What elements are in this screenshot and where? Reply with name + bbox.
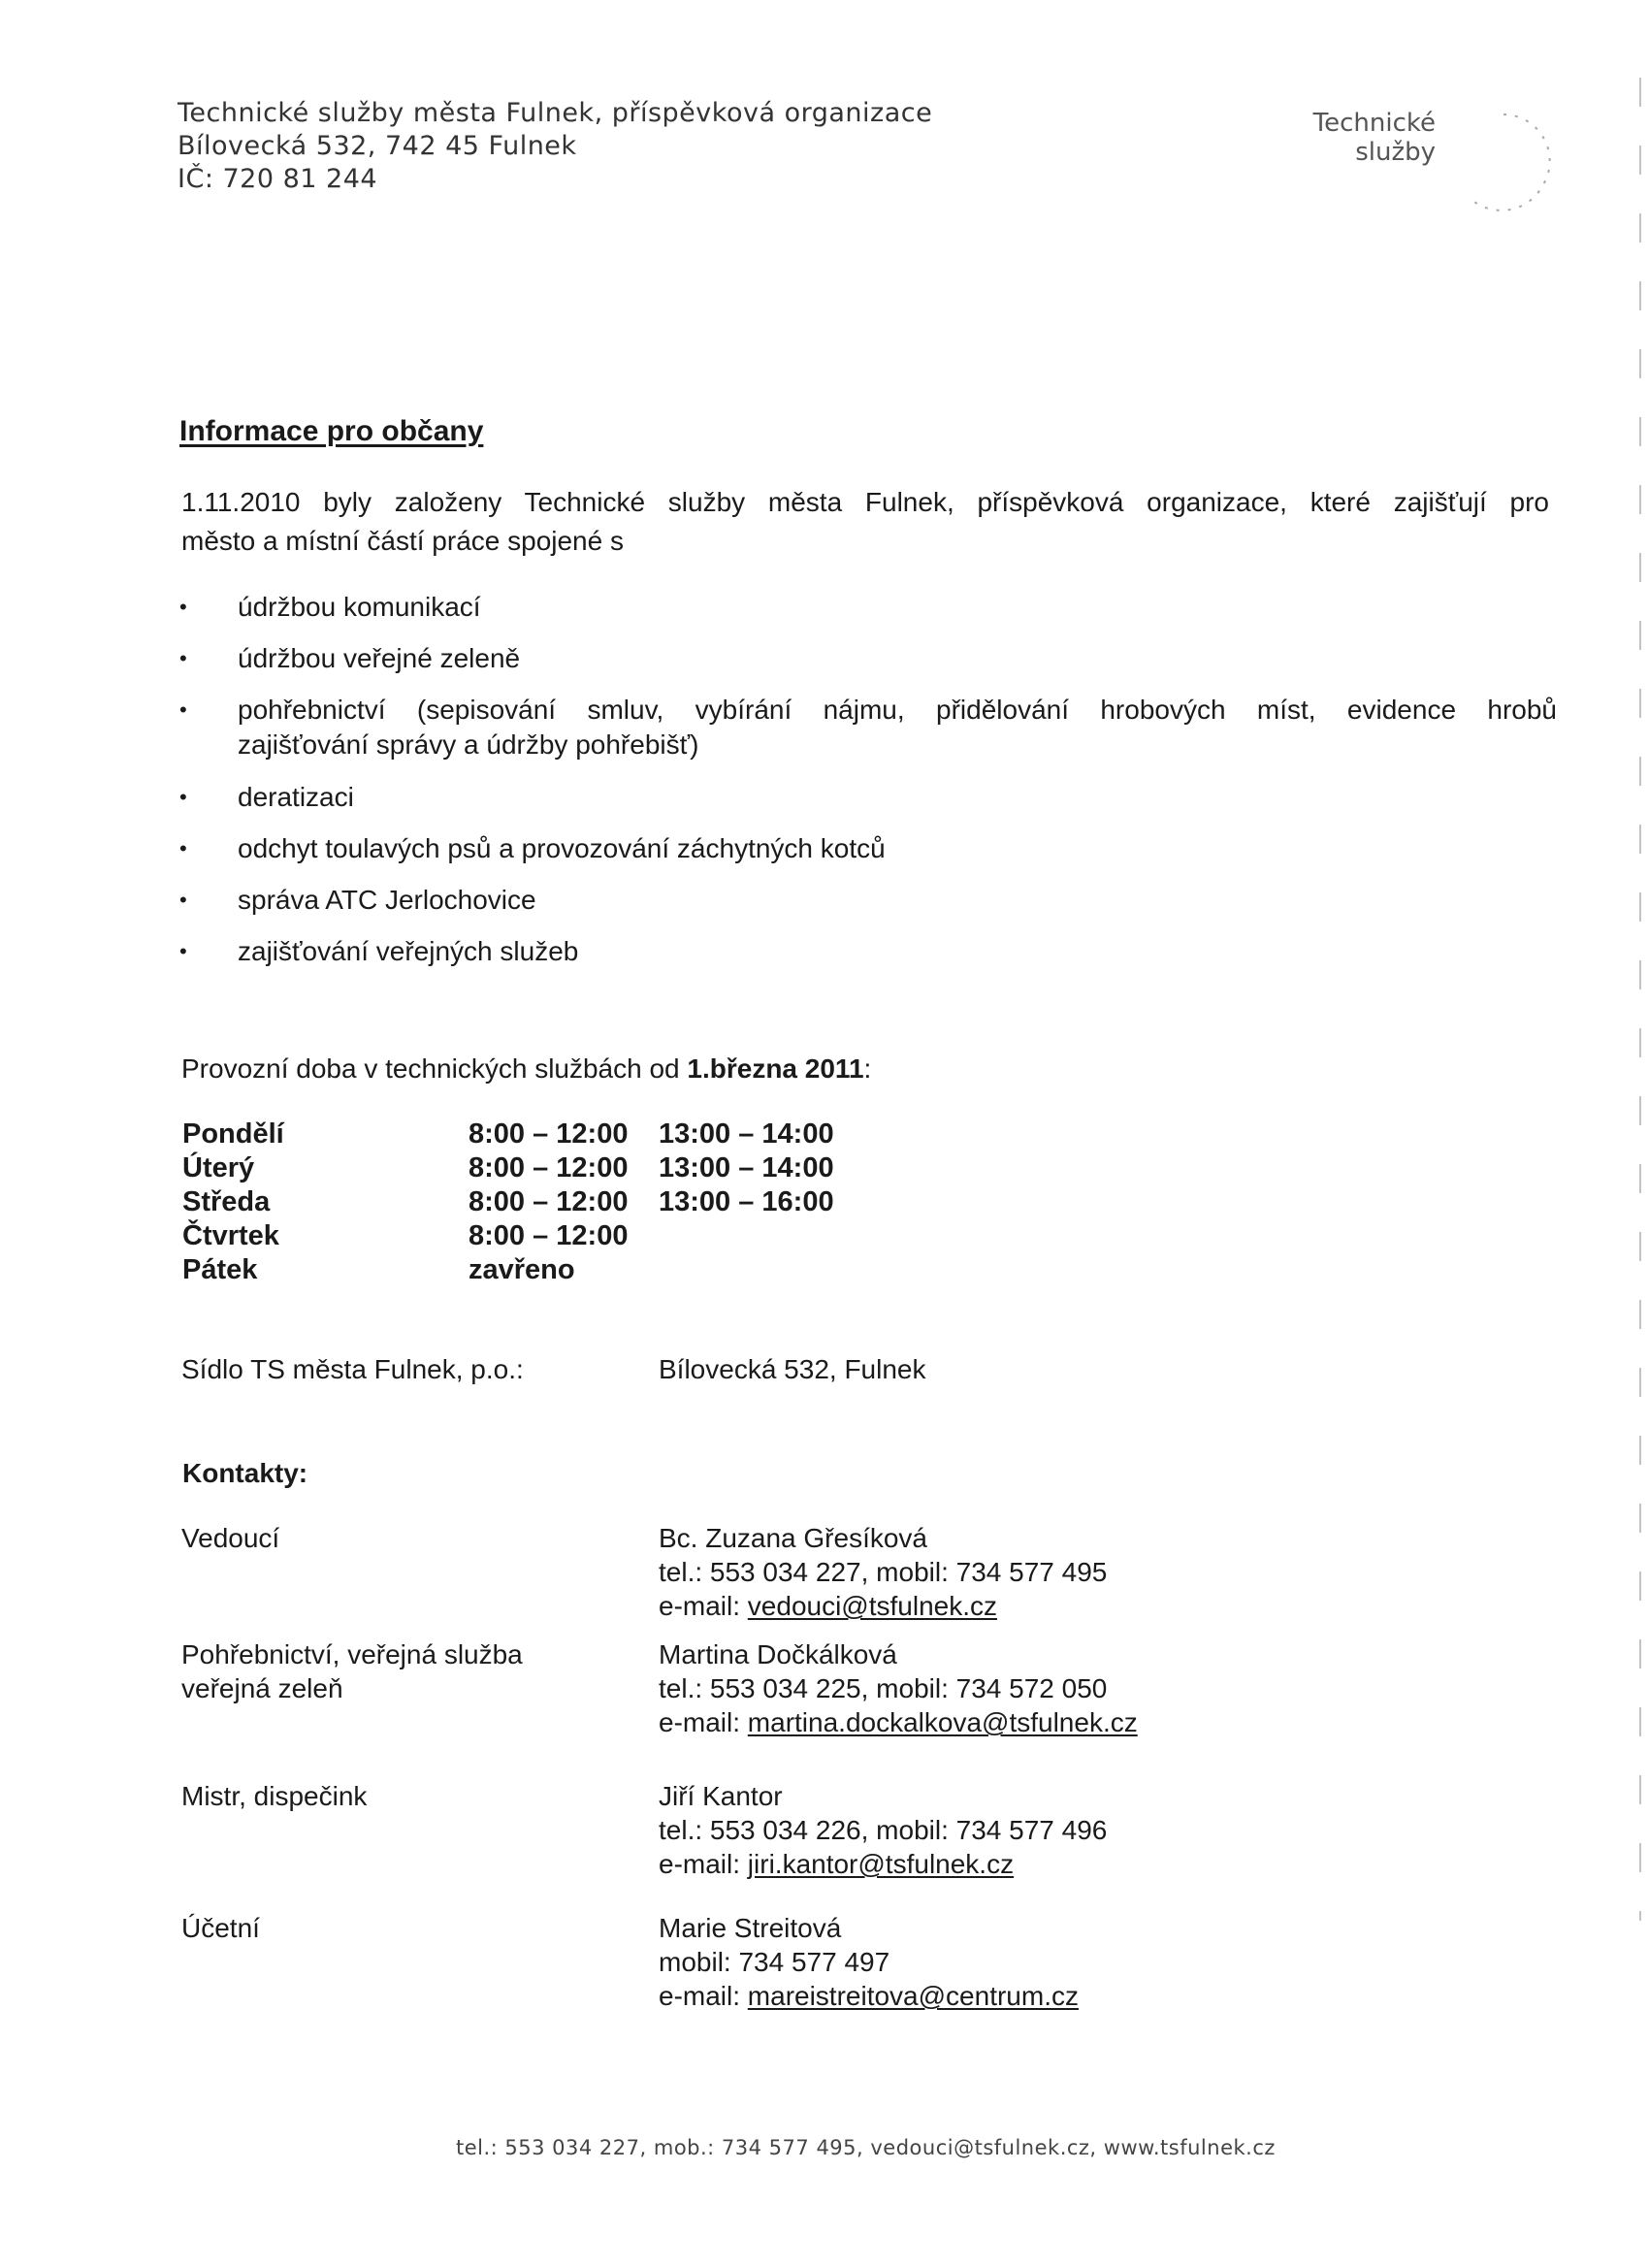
intro-line-1: 1.11.2010 byly založeny Technické služby města Fulnek, příspěvková organizace, které zajišťují pro [181, 487, 1549, 517]
logo-text [1313, 109, 1436, 167]
list-item: • správa ATC Jerlochovice [179, 883, 1557, 918]
contact-role: Účetní [181, 1913, 260, 1943]
list-item: • odchyt toulavých psů a provozování záchytných kotců [179, 831, 1557, 866]
contact-phone: mobil: 734 577 497 [659, 1947, 890, 1977]
intro-paragraph [181, 483, 1549, 561]
contact-phone: tel.: 553 034 227, mobil: 734 577 495 [659, 1557, 1108, 1587]
contact-details: Marie Streitová mobil: 734 577 497 e-mail: mareistreitova@centrum.cz [659, 1913, 1079, 2011]
table-row: Úterý 8:00 – 12:00 13:00 – 14:00 [182, 1152, 834, 1183]
bullet-icon: • [179, 939, 187, 963]
opening-hours-intro: Provozní doba v technických službách od 1.března 2011: [181, 1053, 872, 1084]
list-item: • pohřebnictví (sepisování smluv, vybírání nájmu, přidělování hrobových míst, evidence hrobů zajišťování správy a údržby pohřebišť) [179, 695, 1557, 760]
contact-phone: tel.: 553 034 225, mobil: 734 572 050 [659, 1673, 1108, 1703]
letterhead [178, 97, 932, 196]
contact-phone: tel.: 553 034 226, mobil: 734 577 496 [659, 1815, 1108, 1845]
contact-email-link[interactable]: mareistreitova@centrum.cz [747, 1981, 1079, 2011]
list-item: • údržbou komunikací [179, 590, 1557, 625]
page-title: Informace pro občany [179, 415, 484, 447]
logo-line-1: Technické [1312, 109, 1436, 138]
contact-name: Jiří Kantor [659, 1781, 783, 1811]
seat-address: Bílovecká 532, Fulnek [659, 1354, 926, 1384]
letterhead-address: Bílovecká 532, 742 45 Fulnek [178, 131, 577, 161]
contact-details: Martina Dočkálková tel.: 553 034 225, mobil: 734 572 050 e-mail: martina.dockalkova@tsfulnek.cz [659, 1639, 1138, 1737]
seat-label: Sídlo TS města Fulnek, p.o.: [181, 1354, 524, 1384]
logo [1290, 109, 1562, 225]
bullet-icon: • [179, 595, 187, 619]
page-footer: tel.: 553 034 227, mob.: 734 577 495, vedouci@tsfulnek.cz, www.tsfulnek.cz [456, 2136, 1276, 2159]
contact-role: Vedoucí [181, 1523, 280, 1553]
table-row: Pondělí 8:00 – 12:00 13:00 – 14:00 [182, 1118, 834, 1150]
bullet-icon: • [179, 697, 187, 722]
bullet-icon: • [179, 646, 187, 670]
logo-line-2: služby [1355, 138, 1436, 167]
opening-hours-table [182, 1118, 834, 1287]
scan-edge-mark [1639, 78, 1641, 1921]
intro-line-2: město a místní částí práce spojené s [181, 526, 624, 556]
bullet-icon: • [179, 888, 187, 912]
list-item: • údržbou veřejné zeleně [179, 641, 1557, 676]
table-row: Čtvrtek 8:00 – 12:00 [182, 1220, 629, 1251]
contact-name: Martina Dočkálková [659, 1639, 897, 1669]
contact-name: Bc. Zuzana Gřesíková [659, 1523, 928, 1553]
services-list [179, 590, 1557, 986]
list-item: • zajišťování veřejných služeb [179, 934, 1557, 969]
contact-details: Bc. Zuzana Gřesíková tel.: 553 034 227, mobil: 734 577 495 e-mail: vedouci@tsfulnek.cz [659, 1523, 1108, 1621]
contact-name: Marie Streitová [659, 1913, 842, 1943]
letterhead-org-name: Technické služby města Fulnek, příspěvková organizace [178, 98, 933, 128]
contact-email-link[interactable]: jiri.kantor@tsfulnek.cz [747, 1849, 1015, 1879]
bullet-icon: • [179, 836, 187, 860]
contacts-heading: Kontakty: [182, 1458, 308, 1488]
contact-email-link[interactable]: martina.dockalkova@tsfulnek.cz [747, 1707, 1138, 1737]
contact-email-link[interactable]: vedouci@tsfulnek.cz [747, 1591, 998, 1621]
table-row: Pátek zavřeno [182, 1254, 575, 1285]
bullet-icon: • [179, 785, 187, 809]
contact-role: Pohřebnictví, veřejná služba veřejná zeleň [181, 1639, 523, 1703]
contact-details: Jiří Kantor tel.: 553 034 226, mobil: 734 577 496 e-mail: jiri.kantor@tsfulnek.cz [659, 1781, 1108, 1879]
letterhead-company-id: IČ: 720 81 244 [178, 164, 378, 194]
logo-arc-icon [1445, 109, 1562, 215]
list-item: • deratizaci [179, 780, 1557, 815]
opening-hours-date: 1.března 2011 [687, 1053, 864, 1084]
table-row: Středa 8:00 – 12:00 13:00 – 16:00 [182, 1186, 834, 1217]
contact-role: Mistr, dispečink [181, 1781, 368, 1811]
